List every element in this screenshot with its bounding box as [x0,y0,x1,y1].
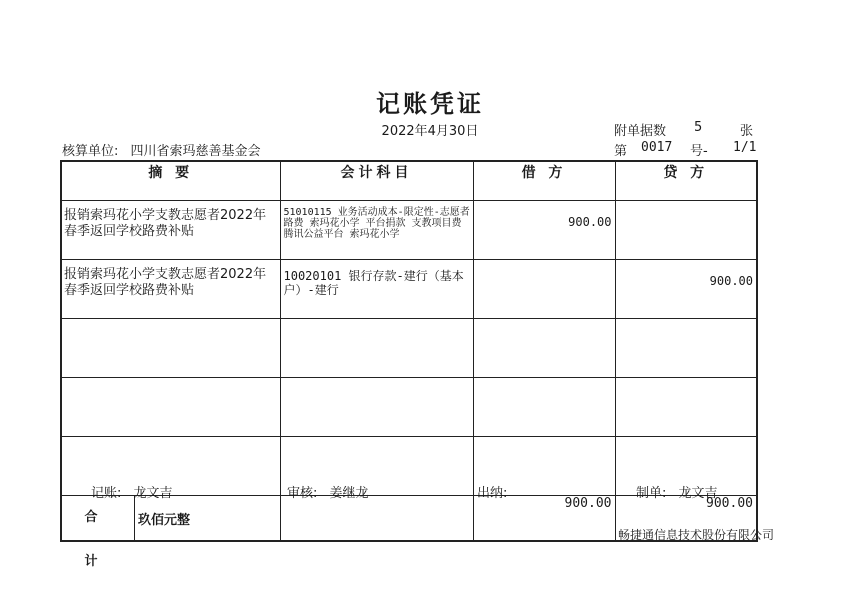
accounting-unit-value: 四川省索玛慈善基金会 [130,144,261,159]
accounting-unit-label: 核算单位: [62,144,119,159]
total-cell [61,496,280,569]
reviewer-signature [287,482,369,501]
voucher-title: 记账凭证 [376,90,484,118]
row-summary [61,378,280,437]
row-credit [615,319,757,378]
header-credit: 贷 方 [615,161,757,201]
attachments-label: 附单据数 [614,124,667,139]
bookkeeper-signature [91,482,173,501]
total-credit: 900.00 [615,496,757,542]
attachments-unit: 张 [740,124,754,139]
preparer-signature [636,482,718,501]
row-debit [473,378,615,437]
reviewer-name: 姜继龙 [329,486,369,501]
table-header-row [61,161,757,201]
header-summary: 摘 要 [61,161,280,201]
row-debit [473,319,615,378]
table-row [61,319,757,378]
reviewer-label: 审核: [287,486,318,501]
table-row [61,201,757,260]
row-account: 10020101 银行存款-建行（基本户）-建行 [280,260,473,319]
total-label: 合 计 [62,496,135,540]
row-account [280,319,473,378]
row-credit [615,201,757,260]
bookkeeper-name: 龙文吉 [133,486,173,501]
row-summary: 报销索玛花小学支教志愿者2022年春季返回学校路费补贴 [61,201,280,260]
header-debit: 借 方 [473,161,615,201]
voucher-page: 1/1 [733,140,757,155]
row-debit: 900.00 [473,201,615,260]
table-row [61,378,757,437]
total-words: 玖佰元整 [138,512,191,528]
attachments-count: 5 [694,120,703,135]
row-account: 51010115 业务活动成本-限定性-志愿者路费 索玛花小学 平台捐款 支教项目费 腾讯公益平台 索玛花小学 [280,201,473,260]
footer-company: 畅捷通信息技术股份有限公司 [618,528,775,542]
row-credit: 900.00 [615,260,757,319]
header-account: 会计科目 [280,161,473,201]
row-account [280,378,473,437]
preparer-name: 龙文吉 [678,486,718,501]
cashier-signature [477,482,515,501]
voucher-prefix: 第 [614,144,628,159]
row-credit [615,378,757,437]
voucher-suffix: 号- [690,144,708,159]
table-row [61,260,757,319]
total-account-blank [280,496,473,542]
accounting-unit [62,140,261,159]
row-summary [61,319,280,378]
row-debit [473,260,615,319]
voucher-date: 2022年4月30日 [381,124,479,139]
preparer-label: 制单: [636,486,667,501]
row-summary: 报销索玛花小学支教志愿者2022年春季返回学校路费补贴 [61,260,280,319]
total-debit: 900.00 [473,496,615,542]
voucher-number: 0017 [641,140,673,155]
bookkeeper-label: 记账: [91,486,122,501]
cashier-label: 出纳: [477,486,508,501]
